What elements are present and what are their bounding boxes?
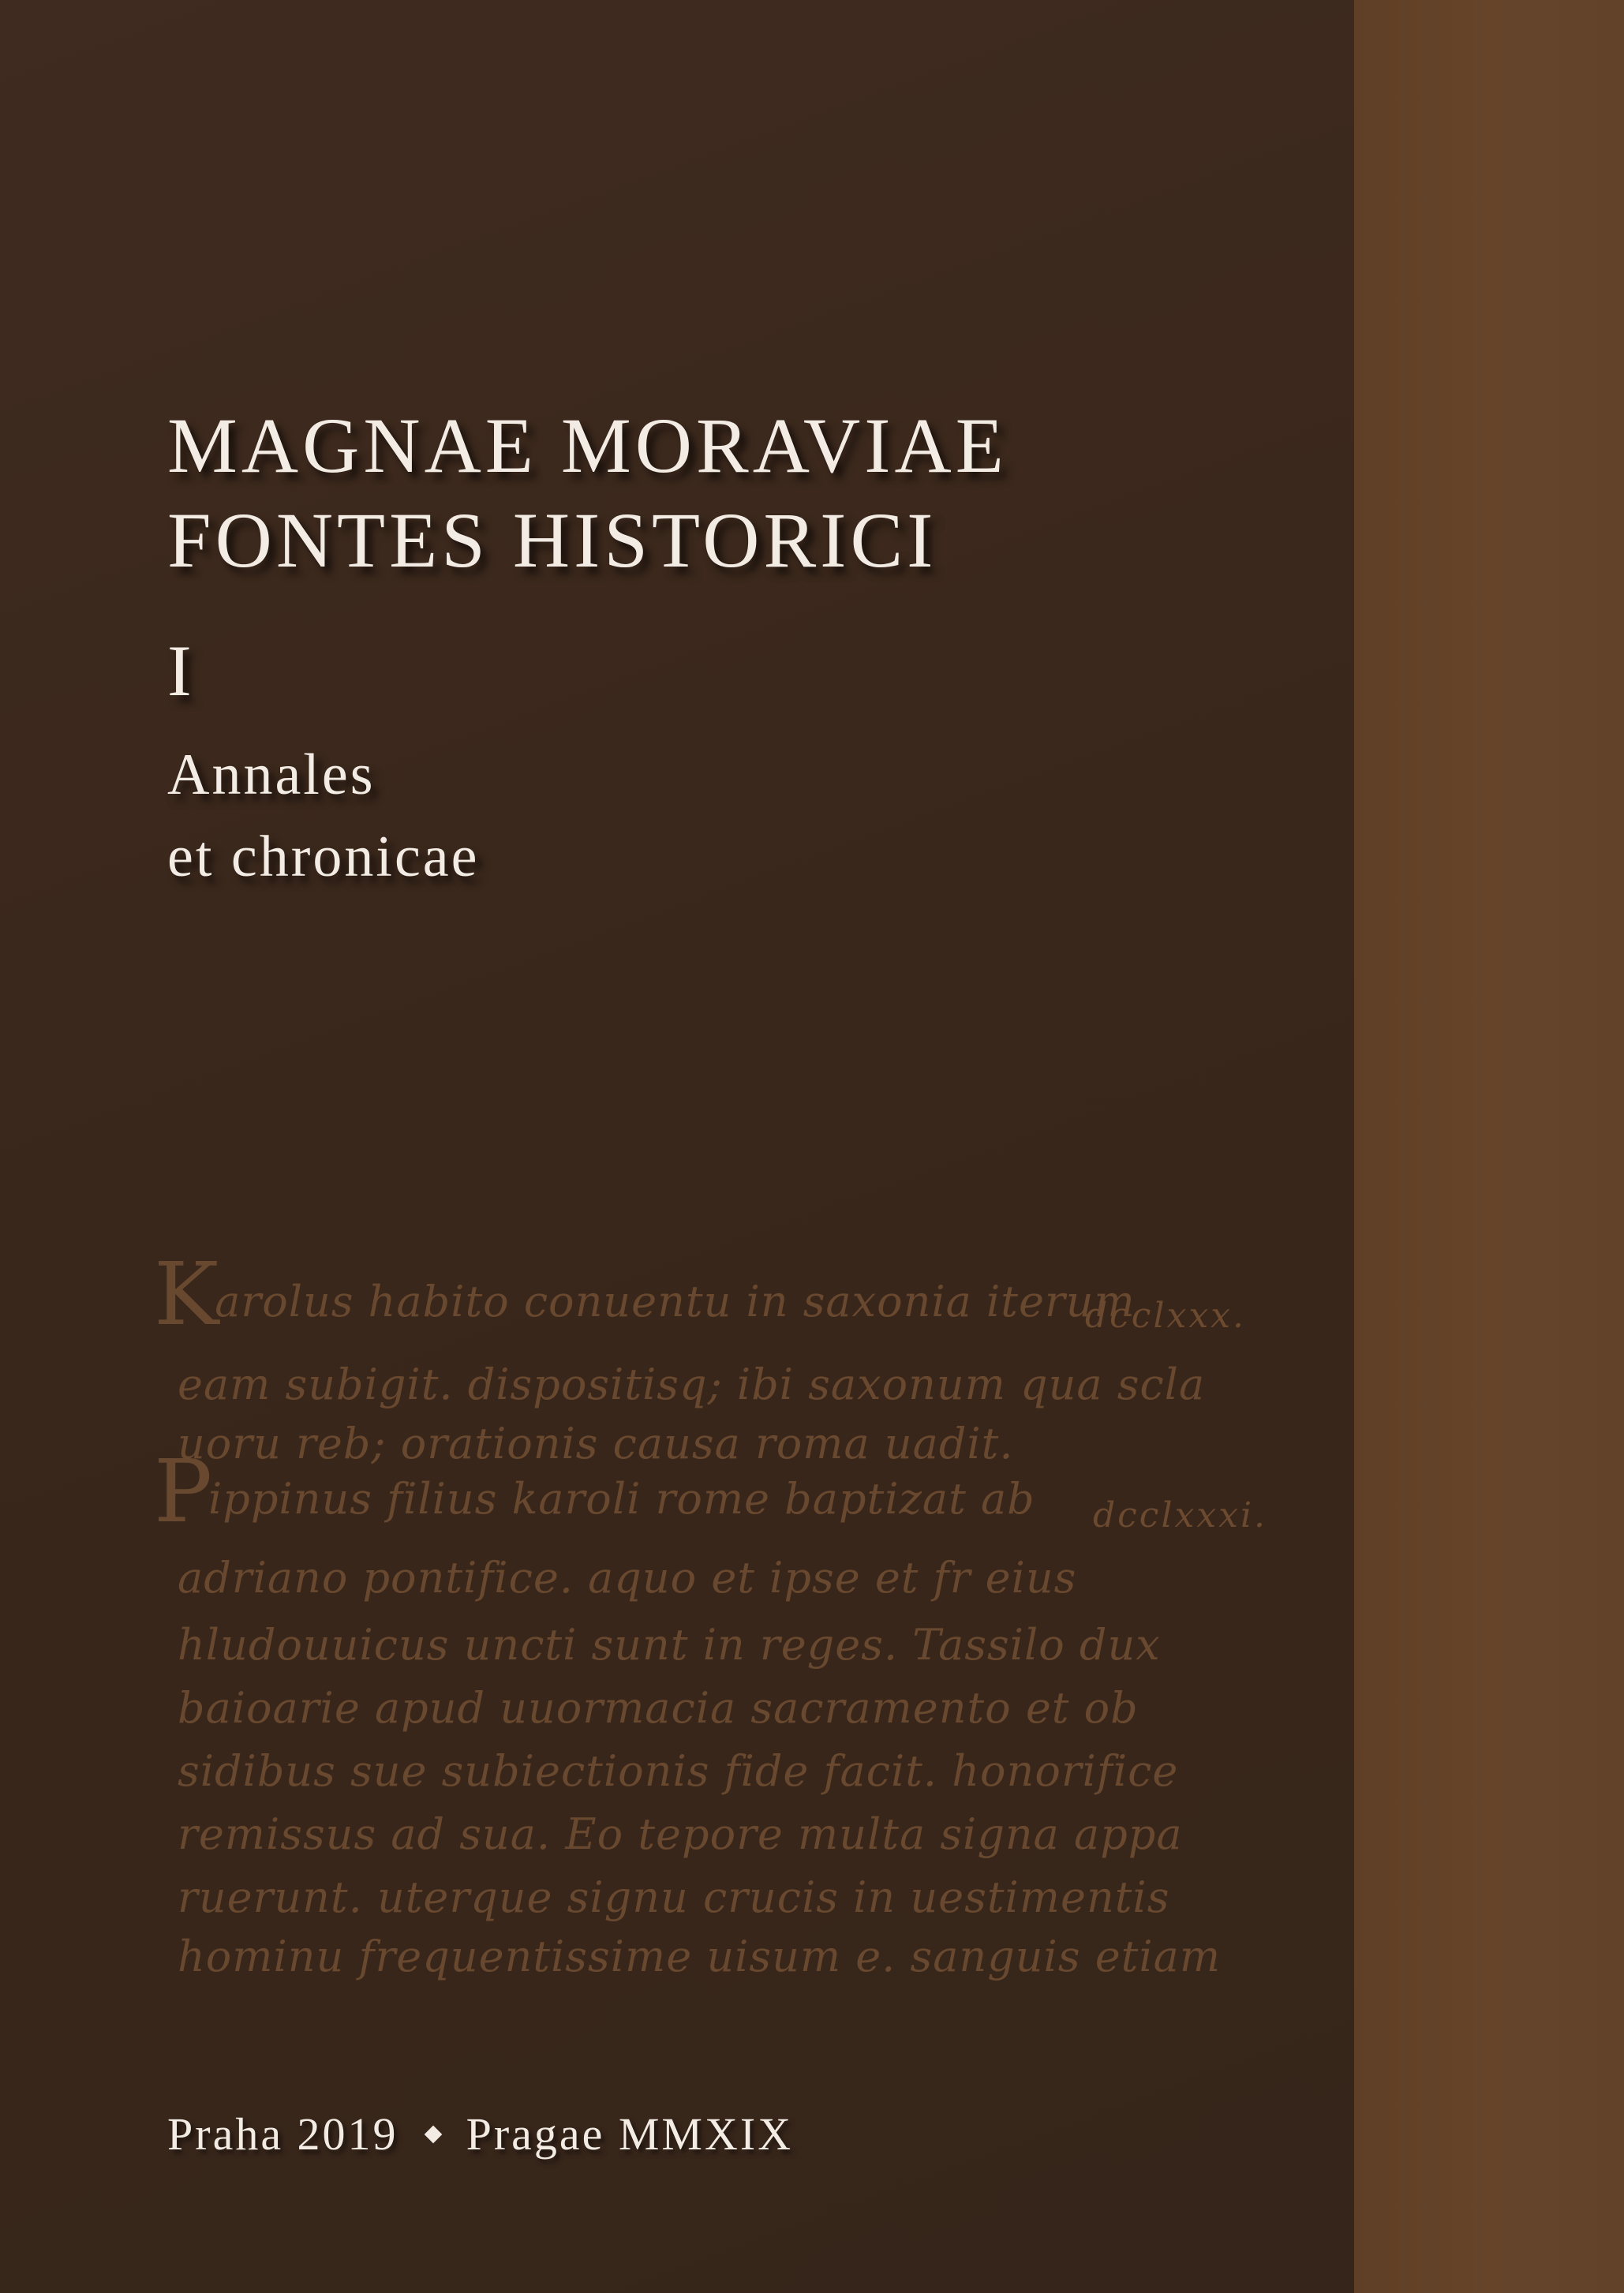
volume-title-line-2: et chronicae: [167, 825, 480, 889]
series-title: [167, 398, 1193, 588]
volume-number: I: [167, 630, 192, 711]
imprint: [167, 2103, 793, 2166]
cover-side-band: [1354, 0, 1624, 2293]
volume-title-line-1: Annales: [167, 743, 376, 807]
series-title-line-2: FONTES HISTORICI: [167, 496, 937, 584]
imprint-place-year: Praha 2019: [167, 2108, 399, 2160]
volume-title: [167, 734, 480, 898]
series-title-line-1: MAGNAE MORAVIAE: [167, 402, 1008, 489]
diamond-icon: [424, 2126, 442, 2144]
imprint-latin-place-year: Pragae MMXIX: [466, 2108, 794, 2160]
manuscript-illustration: Karolus habito conuentu in saxonia iterum dcclxxx. eam subigit. dispositisq; ibi saxonum qua scla uoru reb; orationis causa roma uadit. Pippinus filius karoli rome baptizat ab dcclxxxi. adriano pontifice. aquo et ipse et fr eius hludouuicus uncti sunt in reges. Tassilo dux baioarie apud uuormacia sacramento et ob sidibus sue subiectionis fide facit. honorifice remissus ad sua. Eo tepore multa signa appa ruerunt. uterque signu crucis in uestimentis hominu frequentissime uisum e. sanguis etiam: [154, 1244, 1268, 1981]
